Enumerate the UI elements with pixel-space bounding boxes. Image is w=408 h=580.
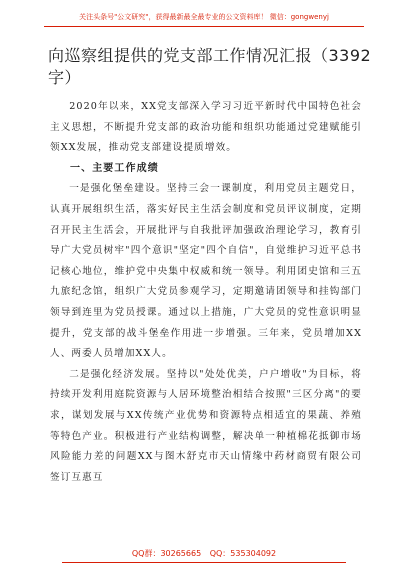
intro-paragraph: 2020年以来，XX党支部深入学习习近平新时代中国特色社会主义思想，不断提升党支部的政治功能和组织功能通过党建赋能引领XX发展，推动党支部建设提质增效。 xyxy=(50,101,362,154)
footer-divider xyxy=(62,562,346,563)
body-paragraph-2: 二是强化经济发展。坚持以"处处优美，户户增收"为目标，将持续开发利用庭院资源与人居环境整治相结合按照"三区分离"的要求，谋划发展与XX传统产业优势和资源特点相适宜的果蔬、养殖等特色产业。积极进行产业结构调整，解决单一种植棉花抵御市场风险能力差的问题XX与图木舒克市天山情缘中药材商贸有限公司签订互惠互 xyxy=(50,368,362,483)
body-paragraph-1: 一是强化堡垒建设。坚持三会一课制度，利用党员主题党日，认真开展组织生活，落实好民主生活会制度和党员评议制度，定期召开民主生活会，开展批评与自我批评加强政治理论学习，教育引导广大党员树牢"四个意识"坚定"四个自信"，自觉维护习近平总书记核心地位，维护党中央集中权威和统一领导。利用团史馆和三五九旅纪念馆，组织广大党员参观学习，定期邀请团领导和挂钩部门领导到连里为党员授课。通过以上措施，广大党员的党性意识明显提升，党支部的战斗堡垒作用进一步增强。三年来，党员增加XX人、两委人员增加XX人。 xyxy=(50,183,362,360)
header-divider xyxy=(44,26,364,27)
top-banner: 关注头条号"公文研究"，获得最新最全最专业的公文资料库！ 微信：gongwenyj xyxy=(79,13,329,21)
document-body xyxy=(50,97,362,488)
footer-contact: QQ群：30265665 QQ：535304092 xyxy=(131,549,277,558)
section-heading: 一、主要工作成绩 xyxy=(70,162,159,174)
document-title: 向巡察组提供的党支部工作情况汇报（3392字） xyxy=(48,46,372,87)
